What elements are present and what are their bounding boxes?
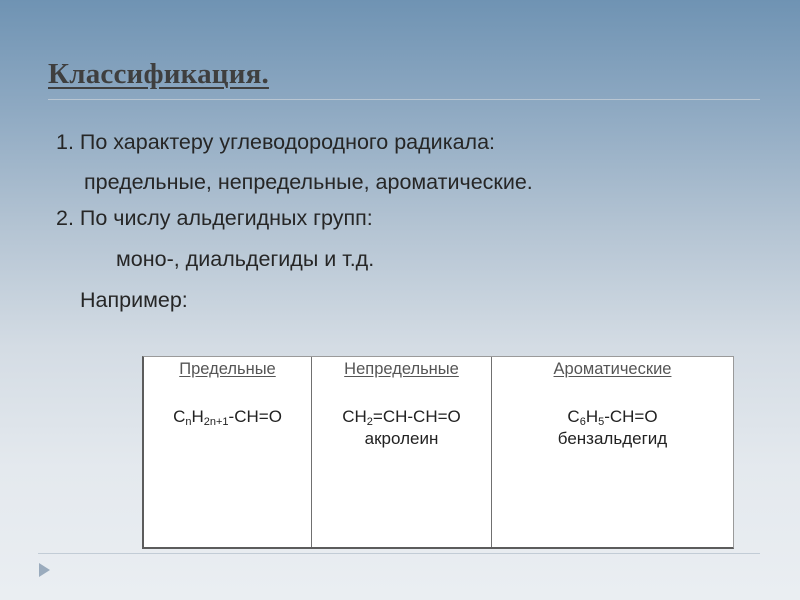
- example-label: Например:: [80, 288, 188, 312]
- classification-point-2-detail: моно-, диальдегиды и т.д.: [116, 247, 375, 271]
- column-header-unsaturated: Непредельные: [344, 360, 459, 378]
- formula-unsaturated: $CH_2=CH-CH=O$: [342, 407, 461, 428]
- compound-name-acrolein: акролеин: [364, 429, 439, 448]
- formula-saturated: $C_nH_{2n+1}-CH=O$: [173, 407, 282, 428]
- slide-title: Классификация.: [48, 58, 269, 90]
- table-column-saturated: [144, 357, 312, 547]
- footer-divider: [38, 553, 760, 554]
- column-header-aromatic: Ароматические: [553, 360, 672, 378]
- examples-table: [142, 356, 734, 549]
- classification-point-1-detail: предельные, непредельные, ароматические.: [84, 170, 533, 194]
- compound-name-benzaldehyde: бензальдегид: [557, 429, 668, 448]
- play-arrow-icon[interactable]: [39, 563, 50, 577]
- title-divider: [48, 99, 760, 100]
- column-header-saturated: Предельные: [179, 360, 276, 378]
- classification-point-1: 1. По характеру углеводородного радикала:: [56, 130, 496, 154]
- table-column-unsaturated: [312, 357, 492, 547]
- table-column-aromatic: [492, 357, 733, 547]
- classification-point-2: 2. По числу альдегидных групп:: [56, 206, 373, 230]
- formula-aromatic: $C_6H_5-CH=O$: [567, 407, 658, 428]
